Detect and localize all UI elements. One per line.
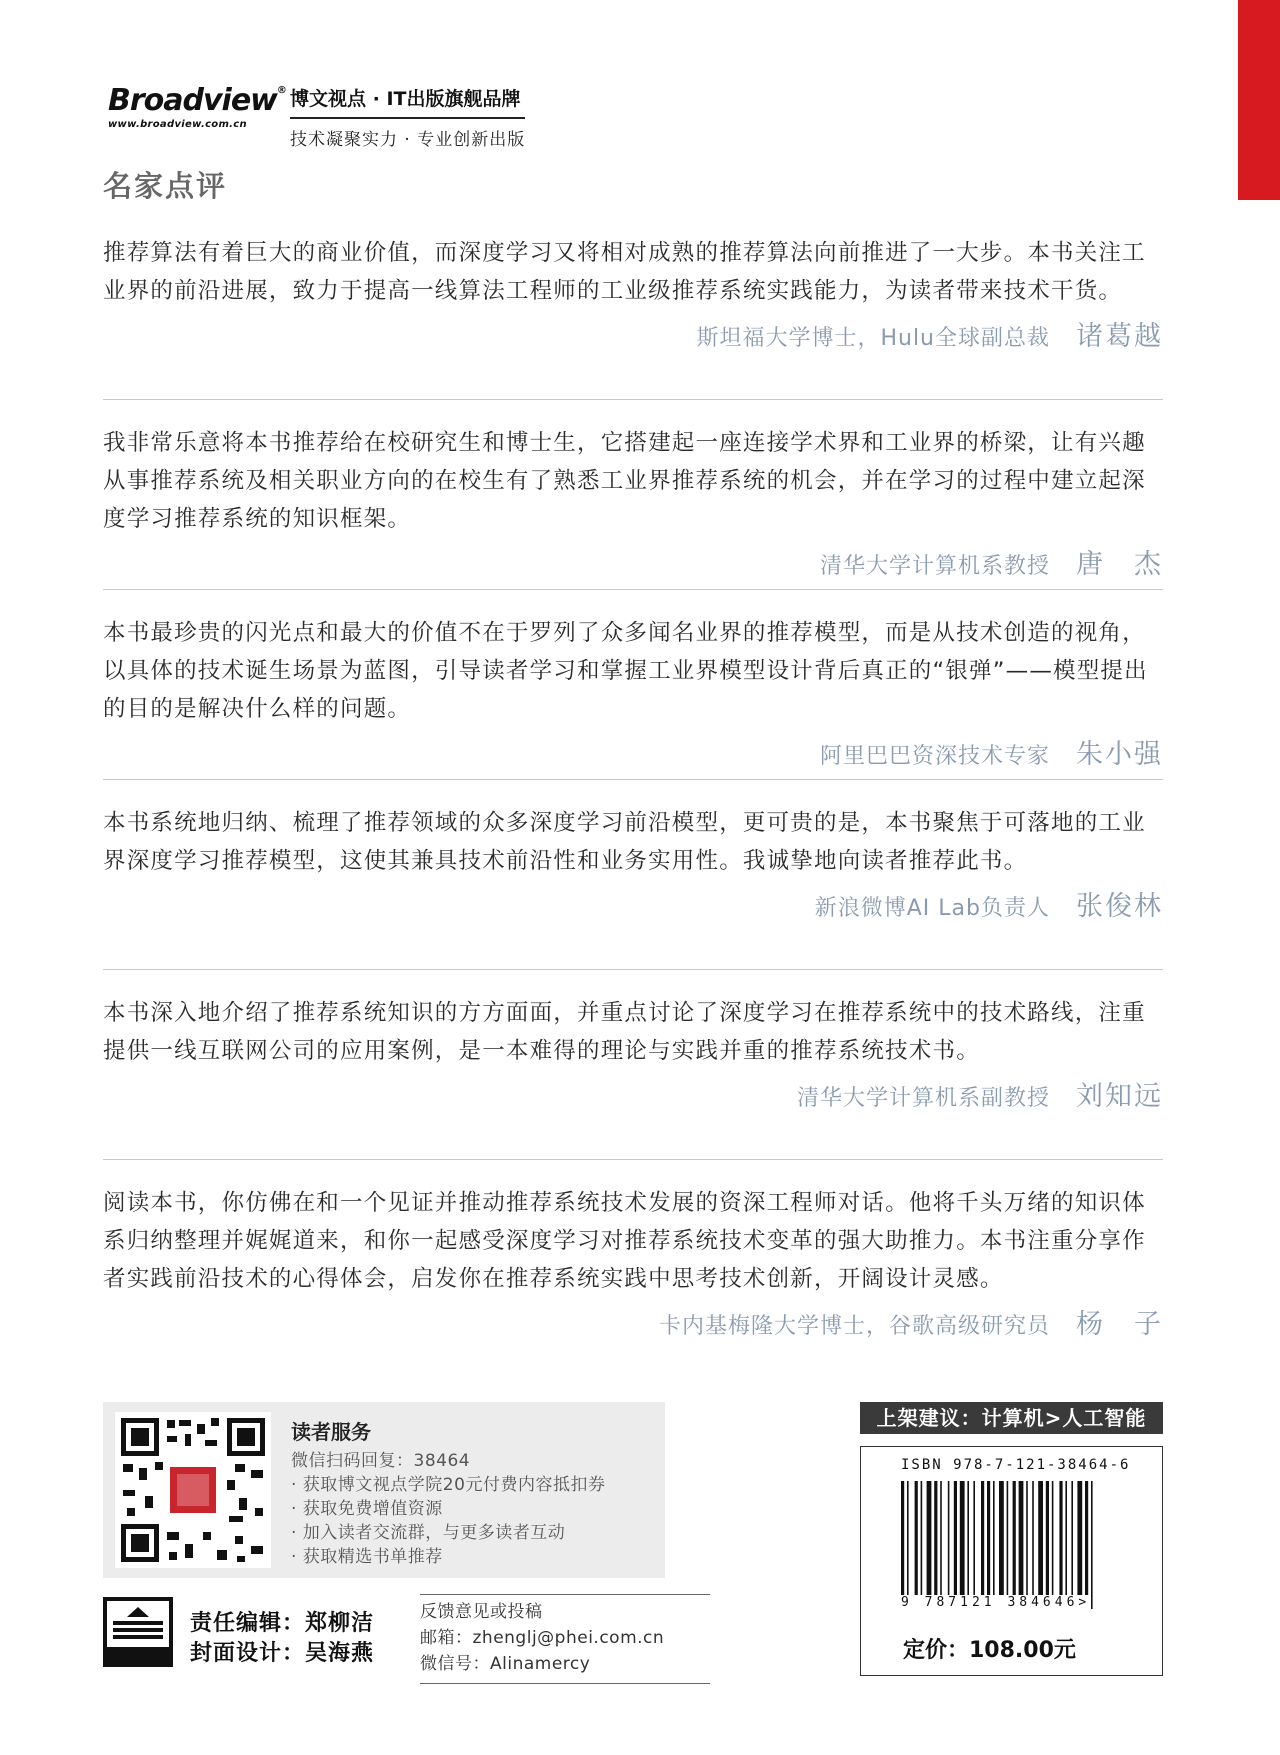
review-attribution bbox=[103, 1302, 1163, 1341]
review-attribution bbox=[103, 314, 1163, 353]
reviewer-name: 刘知远 bbox=[1076, 1081, 1163, 1112]
reviewer-title: 阿里巴巴资深技术专家 bbox=[819, 744, 1050, 769]
reviewer-title: 新浪微博AI Lab负责人 bbox=[814, 896, 1050, 921]
feedback-email[interactable]: 邮箱：zhenglj@phei.com.cn bbox=[420, 1628, 665, 1648]
divider bbox=[103, 589, 1163, 590]
publisher-slogan bbox=[290, 84, 525, 150]
feedback-wechat: 微信号：Alinamercy bbox=[420, 1654, 591, 1674]
review-text: 本书深入地介绍了推荐系统知识的方方面面，并重点讨论了深度学习在推荐系统中的技术路线，注重提供一线互联网公司的应用案例，是一本难得的理论与实践并重的推荐系统技术书。 bbox=[103, 1000, 1146, 1064]
review-attribution bbox=[103, 732, 1163, 771]
service-item: · 加入读者交流群，与更多读者互动 bbox=[291, 1523, 566, 1543]
review-text: 阅读本书，你仿佛在和一个见证并推动推荐系统技术发展的资深工程师对话。他将千头万绪的知识体系归纳整理并娓娓道来，和你一起感受深度学习对推荐系统技术变革的强大助推力。本书注重分享作者实践前沿技术的心得体会，启发你在推荐系统实践中思考技术创新，开阔设计灵感。 bbox=[103, 1190, 1146, 1292]
review-text: 我非常乐意将本书推荐给在校研究生和博士生，它搭建起一座连接学术界和工业界的桥梁，让有兴趣从事推荐系统及相关职业方向的在校生有了熟悉工业界推荐系统的机会，并在学习的过程中建立起深度学习推荐系统的知识框架。 bbox=[103, 430, 1146, 532]
divider bbox=[103, 779, 1163, 780]
review-attribution bbox=[103, 884, 1163, 923]
shelf-suggestion: 上架建议：计算机>人工智能 bbox=[860, 1402, 1163, 1434]
feedback-contact bbox=[420, 1594, 710, 1684]
broadview-logo bbox=[108, 83, 286, 130]
reviewer-title: 清华大学计算机系教授 bbox=[819, 554, 1050, 579]
review-item bbox=[103, 614, 1163, 771]
slogan-sub: 技术凝聚实力 · 专业创新出版 bbox=[290, 130, 526, 150]
feedback-heading: 反馈意见或投稿 bbox=[420, 1602, 543, 1622]
divider bbox=[103, 969, 1163, 970]
publisher-url: www.broadview.com.cn bbox=[108, 119, 247, 130]
barcode-icon bbox=[899, 1481, 1123, 1613]
divider bbox=[103, 399, 1163, 400]
isbn-text: ISBN 978-7-121-38464-6 bbox=[901, 1457, 1131, 1473]
section-title: 名家点评 bbox=[103, 169, 228, 203]
review-attribution bbox=[103, 1074, 1163, 1113]
price-text: 定价：108.00元 bbox=[903, 1638, 1076, 1663]
reviewer-title: 清华大学计算机系副教授 bbox=[796, 1086, 1050, 1111]
reader-service-title: 读者服务 bbox=[291, 1420, 371, 1444]
reviewer-title: 斯坦福大学博士，Hulu全球副总裁 bbox=[696, 326, 1050, 351]
divider bbox=[103, 1159, 1163, 1160]
qr-code-icon[interactable] bbox=[115, 1412, 271, 1568]
barcode-box bbox=[860, 1446, 1163, 1676]
reviewer-name: 张俊林 bbox=[1076, 891, 1163, 922]
red-edge-strip bbox=[1238, 0, 1280, 200]
phei-logo-icon bbox=[103, 1597, 173, 1667]
reviewer-name: 朱小强 bbox=[1076, 739, 1163, 770]
reviewer-title: 卡内基梅隆大学博士，谷歌高级研究员 bbox=[658, 1314, 1050, 1339]
reader-service-box bbox=[103, 1402, 665, 1578]
wechat-scan-text: 微信扫码回复：38464 bbox=[291, 1451, 471, 1471]
reviewer-name: 诸葛越 bbox=[1076, 321, 1163, 352]
review-text: 本书最珍贵的闪光点和最大的价值不在于罗列了众多闻名业界的推荐模型，而是从技术创造的视角，以具体的技术诞生场景为蓝图，引导读者学习和掌握工业界模型设计背后真正的“银弹”——模型提出的目的是解决什么样的问题。 bbox=[103, 620, 1148, 722]
slogan-main: 博文视点 · IT出版旗舰品牌 bbox=[290, 84, 525, 119]
review-item bbox=[103, 424, 1163, 581]
review-item bbox=[103, 234, 1163, 353]
review-item bbox=[103, 1184, 1163, 1341]
service-item: · 获取精选书单推荐 bbox=[291, 1547, 443, 1567]
review-item bbox=[103, 994, 1163, 1113]
reviewer-name: 唐 杰 bbox=[1076, 549, 1163, 580]
review-attribution bbox=[103, 542, 1163, 581]
responsible-editor: 责任编辑：郑柳洁 bbox=[190, 1611, 375, 1636]
review-text: 推荐算法有着巨大的商业价值，而深度学习又将相对成熟的推荐算法向前推进了一大步。本书关注工业界的前沿进展，致力于提高一线算法工程师的工业级推荐系统实践能力，为读者带来技术干货。 bbox=[103, 240, 1146, 304]
cover-designer: 封面设计：吴海燕 bbox=[190, 1641, 375, 1666]
registered-mark: ® bbox=[276, 85, 286, 96]
barcode-number: 9 787121 384646> bbox=[901, 1595, 1091, 1610]
service-item: · 获取博文视点学院20元付费内容抵扣券 bbox=[291, 1475, 606, 1495]
reviewer-name: 杨 子 bbox=[1076, 1309, 1163, 1340]
service-item: · 获取免费增值资源 bbox=[291, 1499, 443, 1519]
review-item bbox=[103, 804, 1163, 923]
logo-text: Broadview bbox=[108, 83, 277, 118]
review-text: 本书系统地归纳、梳理了推荐领域的众多深度学习前沿模型，更可贵的是，本书聚焦于可落地的工业界深度学习推荐模型，这使其兼具技术前沿性和业务实用性。我诚挚地向读者推荐此书。 bbox=[103, 810, 1146, 874]
